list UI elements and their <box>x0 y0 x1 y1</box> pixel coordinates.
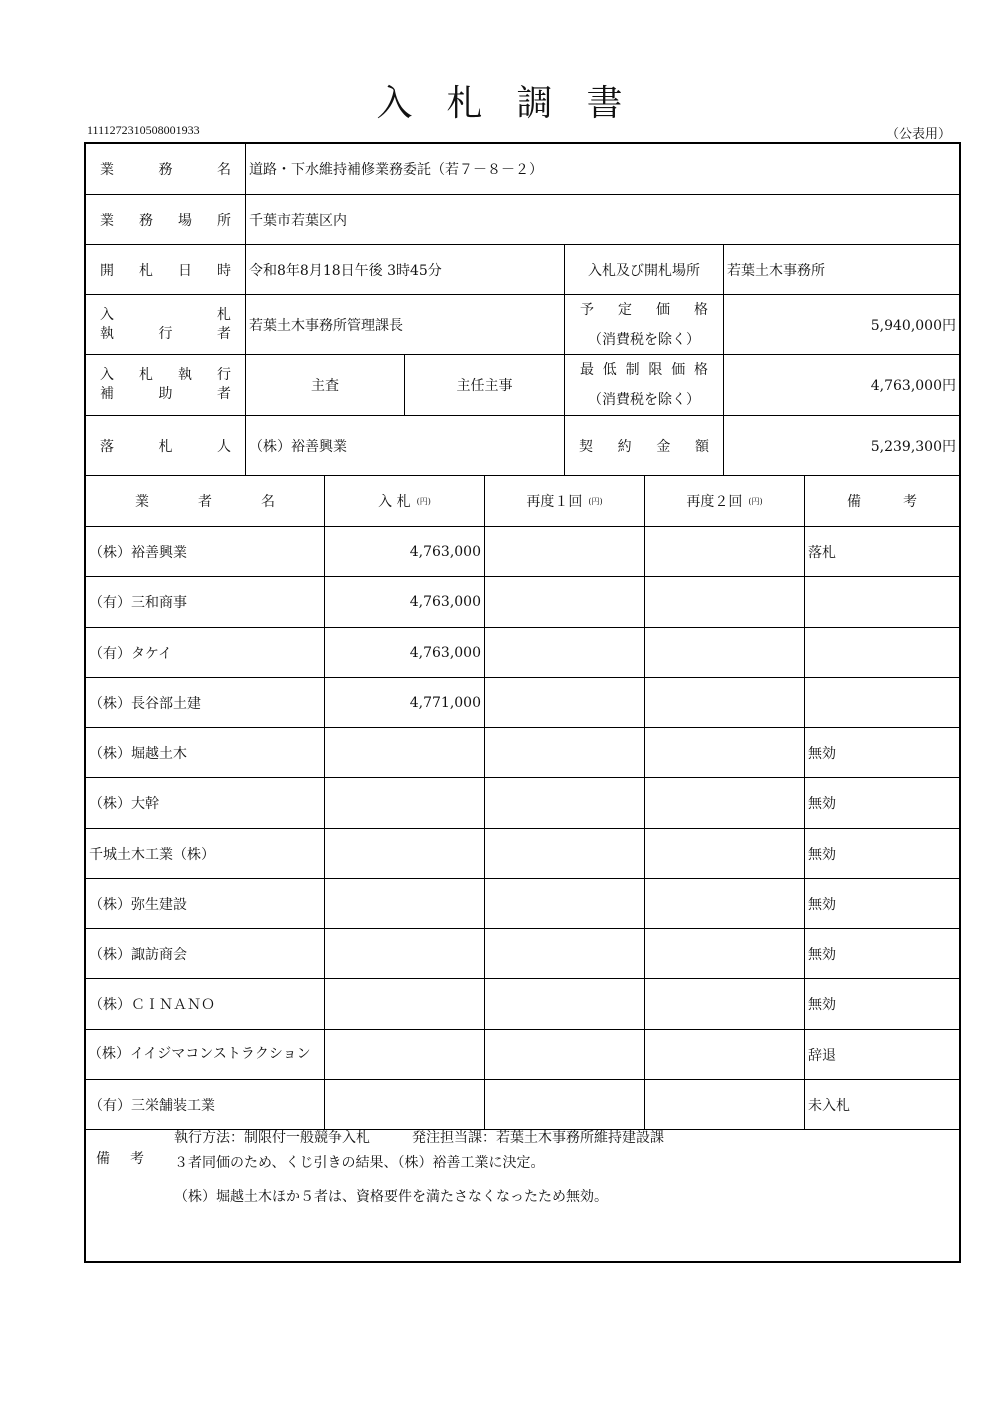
col-header-bid: 入 札 (円) <box>325 476 485 527</box>
table-cell-bid <box>325 728 485 778</box>
document-number: 1111272310508001933 <box>87 123 200 137</box>
table-cell-rebid1 <box>485 829 645 879</box>
table-cell-remarks: 落札 <box>805 527 959 577</box>
kaisatsu-label: 開 札 日 時 <box>86 245 246 295</box>
table-cell-remarks: 無効 <box>805 979 959 1030</box>
col-header-remarks: 備 考 <box>805 476 959 527</box>
table-cell-bid <box>325 1030 485 1080</box>
basho-value: 千葉市若葉区内 <box>246 195 959 245</box>
table-cell-rebid2 <box>645 879 805 929</box>
bid-record-form <box>84 142 961 1263</box>
table-cell-rebid2 <box>645 628 805 678</box>
table-cell-name: （株）大幹 <box>86 778 325 829</box>
table-cell-rebid1 <box>485 778 645 829</box>
remarks-line-3: （株）堀越土木ほか５者は、資格要件を満たさなくなったため無効。 <box>174 1189 608 1205</box>
table-cell-remarks <box>805 628 959 678</box>
place-value: 若葉土木事務所 <box>724 245 959 295</box>
table-cell-rebid1 <box>485 1080 645 1130</box>
table-cell-remarks: 無効 <box>805 879 959 929</box>
table-cell-bid: 4,763,000 <box>325 577 485 628</box>
table-cell-rebid1 <box>485 577 645 628</box>
table-cell-rebid1 <box>485 929 645 979</box>
place-label: 入札及び開札場所 <box>565 245 724 295</box>
table-cell-bid: 4,763,000 <box>325 628 485 678</box>
table-cell-name: （株）長谷部土建 <box>86 678 325 728</box>
table-cell-bid: 4,771,000 <box>325 678 485 728</box>
col-header-name: 業 者 名 <box>86 476 325 527</box>
table-cell-rebid1 <box>485 628 645 678</box>
table-cell-remarks: 無効 <box>805 929 959 979</box>
table-cell-rebid2 <box>645 527 805 577</box>
hojo-2: 主任主事 <box>405 355 565 416</box>
gyomu-mei-label: 業 務 名 <box>86 144 246 195</box>
keiyaku-label: 契 約 金 額 <box>565 416 724 476</box>
table-cell-rebid2 <box>645 678 805 728</box>
table-cell-name: （株）イイジマコンストラクション <box>86 1030 325 1080</box>
remarks-line-2: ３者同価のため、くじ引きの結果、（株）裕善工業に決定。 <box>174 1155 545 1171</box>
table-cell-remarks: 無効 <box>805 778 959 829</box>
keiyaku-value: 5,239,300円 <box>724 416 959 476</box>
saitei-label-note: （消費税を除く） <box>588 392 700 408</box>
table-cell-name: （株）裕善興業 <box>86 527 325 577</box>
table-cell-rebid1 <box>485 728 645 778</box>
table-cell-bid <box>325 979 485 1030</box>
table-cell-remarks: 未入札 <box>805 1080 959 1130</box>
yotei-value: 5,940,000円 <box>724 295 959 355</box>
table-cell-rebid2 <box>645 829 805 879</box>
table-cell-remarks: 辞退 <box>805 1030 959 1080</box>
table-cell-bid: 4,763,000 <box>325 527 485 577</box>
kaisatsu-value: 令和8年8月18日午後 3時45分 <box>246 245 565 295</box>
table-cell-bid <box>325 829 485 879</box>
hojo-label: 入 札 執 行 補 助 者 <box>86 355 246 416</box>
yotei-label-note: （消費税を除く） <box>588 331 700 348</box>
saitei-label: 最 低 制 限 価 格 （消費税を除く） <box>565 355 724 416</box>
table-cell-name: （株）諏訪商会 <box>86 929 325 979</box>
table-cell-name: （株）弥生建設 <box>86 879 325 929</box>
table-cell-bid <box>325 929 485 979</box>
table-cell-remarks: 無効 <box>805 728 959 778</box>
col-header-rebid1: 再度１回 (円) <box>485 476 645 527</box>
table-cell-rebid1 <box>485 678 645 728</box>
table-cell-rebid2 <box>645 1030 805 1080</box>
table-cell-rebid2 <box>645 577 805 628</box>
table-cell-remarks <box>805 577 959 628</box>
table-cell-rebid2 <box>645 1080 805 1130</box>
table-cell-name: （株）堀越土木 <box>86 728 325 778</box>
document-title: 入札調書 <box>376 83 657 124</box>
table-cell-bid <box>325 879 485 929</box>
table-cell-name: （有）タケイ <box>86 628 325 678</box>
table-cell-name: （株）ＣＩＮＡＮＯ <box>86 979 325 1030</box>
remarks-line-1: 執行方法：制限付一般競争入札 発注担当課：若葉土木事務所維持建設課 <box>174 1130 664 1146</box>
gyomu-mei-value: 道路・下水維持補修業務委託（若７－８－２） <box>246 144 959 195</box>
rakusatsu-label: 落 札 人 <box>86 416 246 476</box>
saitei-value: 4,763,000円 <box>724 355 959 416</box>
rakusatsu-value: （株）裕善興業 <box>246 416 565 476</box>
table-cell-rebid2 <box>645 778 805 829</box>
table-cell-name: 千城土木工業（株） <box>86 829 325 879</box>
table-cell-name: （有）三栄舗装工業 <box>86 1080 325 1130</box>
shikko-label: 入 札 執 行 者 <box>86 295 246 355</box>
table-cell-bid <box>325 778 485 829</box>
table-cell-bid <box>325 1080 485 1130</box>
hojo-1: 主査 <box>246 355 405 416</box>
table-cell-remarks: 無効 <box>805 829 959 879</box>
remarks-label: 備考 <box>96 1151 164 1167</box>
table-cell-rebid1 <box>485 1030 645 1080</box>
col-header-rebid2: 再度２回 (円) <box>645 476 805 527</box>
table-cell-rebid2 <box>645 728 805 778</box>
basho-label: 業 務 場 所 <box>86 195 246 245</box>
usage-note: （公表用） <box>885 127 951 142</box>
table-cell-rebid2 <box>645 979 805 1030</box>
table-cell-rebid1 <box>485 527 645 577</box>
yotei-label: 予 定 価 格 （消費税を除く） <box>565 295 724 355</box>
table-cell-rebid1 <box>485 879 645 929</box>
remarks-section <box>86 1130 959 1263</box>
shikko-value: 若葉土木事務所管理課長 <box>246 295 565 355</box>
table-cell-rebid2 <box>645 929 805 979</box>
table-cell-name: （有）三和商事 <box>86 577 325 628</box>
table-cell-rebid1 <box>485 979 645 1030</box>
table-cell-remarks <box>805 678 959 728</box>
